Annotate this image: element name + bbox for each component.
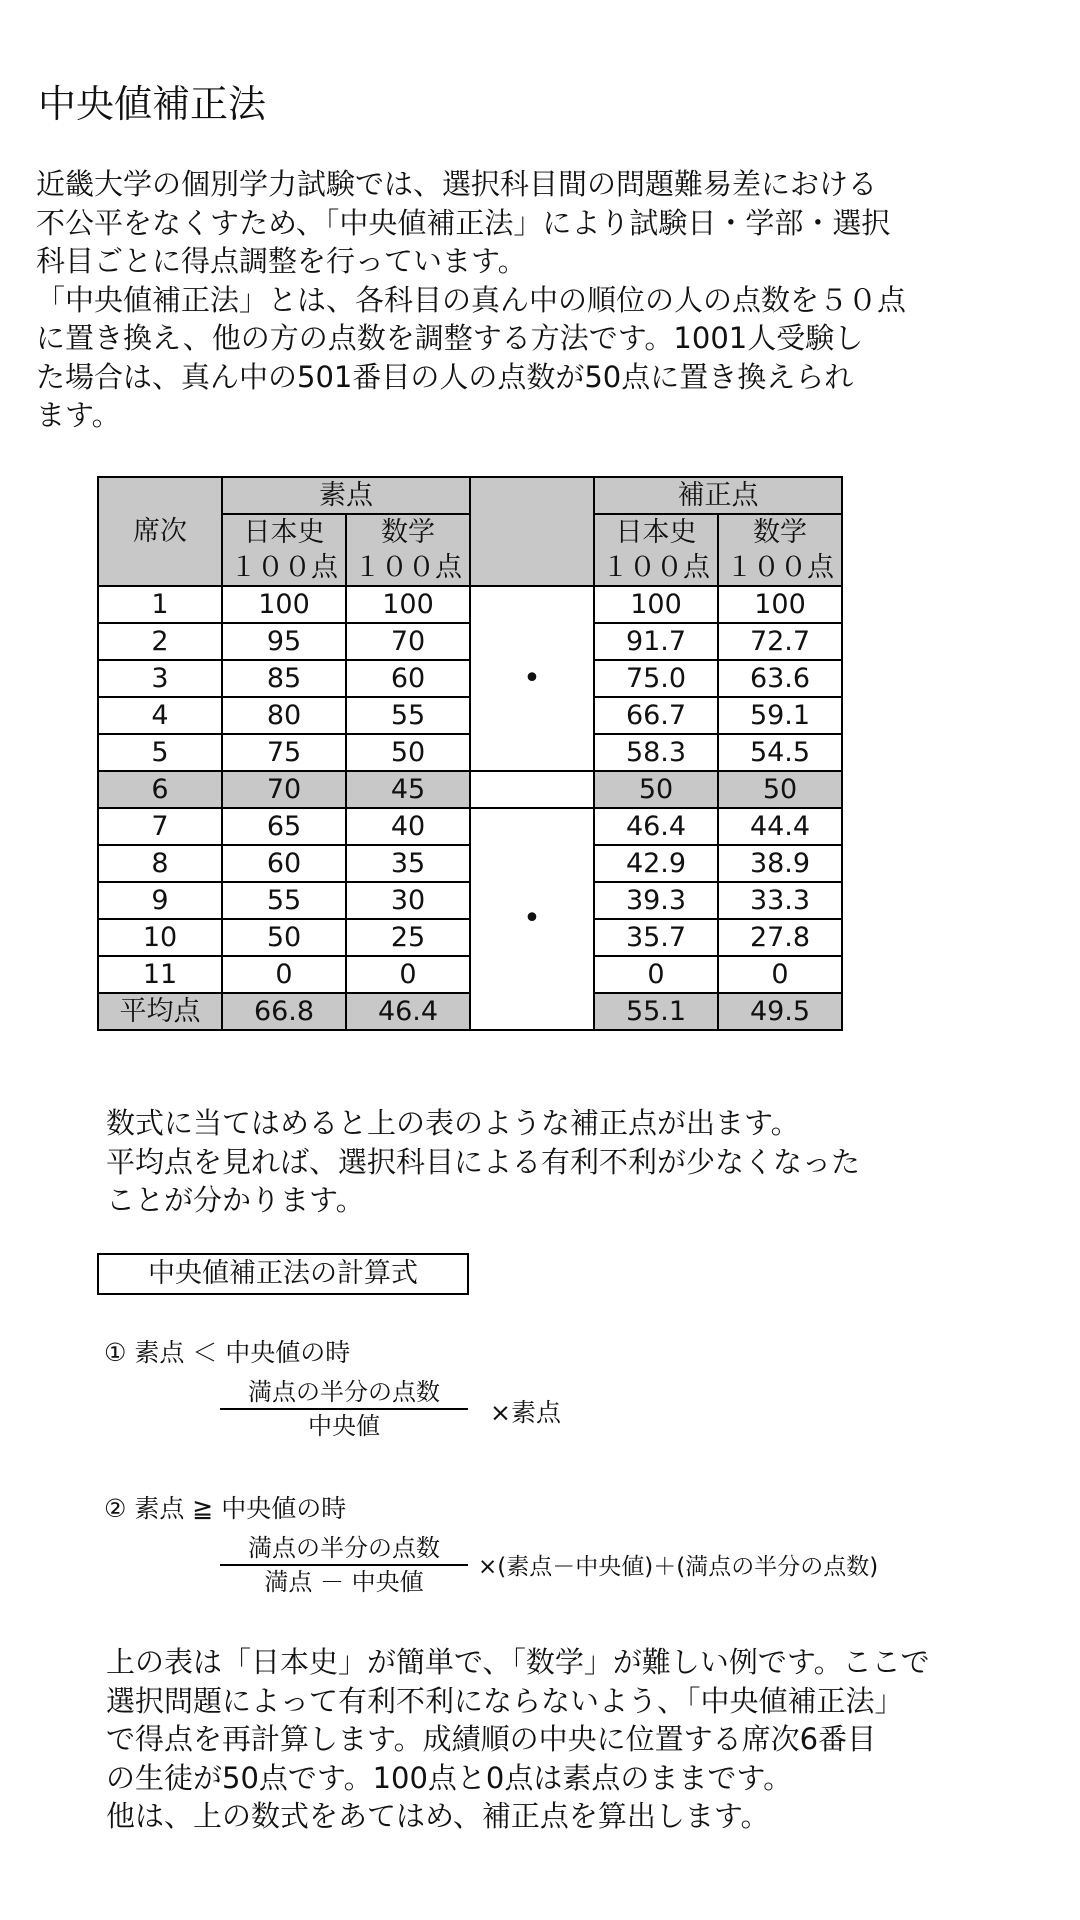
intro-line: 科目ごとに得点調整を行っています。 (36, 244, 527, 278)
rank-cell: 6 (98, 771, 222, 808)
adjusted-score-cell: 35.7 (594, 919, 718, 956)
formula-case2-multiplier: ×(素点－中央値)＋(満点の半分の点数) (478, 1554, 879, 1580)
dot-marker: • (523, 660, 541, 696)
rank-cell: 5 (98, 734, 222, 771)
subject-header-math: 数学 (718, 514, 842, 550)
adjusted-score-cell: 33.3 (718, 882, 842, 919)
adjusted-score-cell: 54.5 (718, 734, 842, 771)
raw-score-cell: 100 (222, 586, 346, 623)
score-table (97, 476, 843, 1031)
raw-score-cell: 95 (222, 623, 346, 660)
adjusted-score-cell: 91.7 (594, 623, 718, 660)
text-line: の生徒が50点です。100点と0点は素点のままです。 (106, 1760, 793, 1795)
separator-header (470, 477, 594, 586)
rank-cell: 11 (98, 956, 222, 993)
page-title: 中央値補正法 (38, 82, 267, 126)
average-raw-cell: 46.4 (346, 993, 470, 1030)
intro-line: 「中央値補正法」とは、各科目の真ん中の順位の人の点数を５０点 (36, 282, 907, 317)
average-adjusted-cell: 55.1 (594, 993, 718, 1030)
average-raw-cell: 66.8 (222, 993, 346, 1030)
dot-marker: • (523, 901, 541, 936)
rank-cell: 8 (98, 845, 222, 882)
raw-score-cell: 40 (346, 808, 470, 845)
formula-case1-condition: ① 素点 ＜ 中央値の時 (104, 1338, 351, 1367)
text-line: 他は、上の数式をあてはめ、補正点を算出します。 (106, 1799, 770, 1833)
average-adjusted-cell: 49.5 (718, 993, 842, 1030)
intro-paragraph (36, 165, 1036, 435)
raw-score-cell: 0 (346, 956, 470, 993)
raw-score-cell: 70 (346, 623, 470, 660)
text-line: 選択問題によって有利不利にならないよう、「中央値補正法」 (106, 1683, 904, 1718)
full-marks-label: １００点 (222, 550, 346, 586)
text-line: 平均点を見れば、選択科目による有利不利が少なくなった (106, 1144, 861, 1179)
raw-score-cell: 25 (346, 919, 470, 956)
rank-cell: 7 (98, 808, 222, 845)
table-header-row (98, 477, 842, 514)
raw-score-cell: 75 (222, 734, 346, 771)
raw-score-cell: 70 (222, 771, 346, 808)
adjusted-score-cell: 0 (594, 956, 718, 993)
adjusted-score-cell: 63.6 (718, 660, 842, 697)
rank-header: 席次 (98, 477, 222, 586)
raw-score-cell: 60 (346, 660, 470, 697)
adjusted-score-cell: 58.3 (594, 734, 718, 771)
formula-case2-condition: ② 素点 ≧ 中央値の時 (104, 1494, 347, 1523)
adjusted-score-cell: 72.7 (718, 623, 842, 660)
adjusted-score-cell: 27.8 (718, 919, 842, 956)
rank-cell: 2 (98, 623, 222, 660)
text-line: で得点を再計算します。成績順の中央に位置する席次6番目 (106, 1722, 877, 1756)
adjusted-score-cell: 44.4 (718, 808, 842, 845)
table-explanation (106, 1104, 860, 1220)
rank-cell: 3 (98, 660, 222, 697)
subject-header-math: 数学 (346, 514, 470, 550)
raw-score-cell: 50 (222, 919, 346, 956)
subject-header-japanese-history: 日本史 (222, 514, 346, 550)
adjusted-score-cell: 0 (718, 956, 842, 993)
intro-line: ます。 (36, 398, 121, 432)
text-line: 数式に当てはめると上の表のような補正点が出ます。 (106, 1106, 800, 1140)
formula-title-box: 中央値補正法の計算式 (97, 1253, 469, 1295)
full-marks-label: １００点 (718, 550, 842, 586)
adjusted-score-cell: 42.9 (594, 845, 718, 882)
formula-case1-fraction (220, 1376, 468, 1442)
raw-score-cell: 35 (346, 845, 470, 882)
rank-cell: 9 (98, 882, 222, 919)
fraction-denominator: 中央値 (308, 1412, 380, 1440)
raw-score-cell: 65 (222, 808, 346, 845)
formula-case2-fraction (220, 1532, 468, 1598)
rank-cell: 10 (98, 919, 222, 956)
raw-score-cell: 55 (346, 697, 470, 734)
raw-score-cell: 0 (222, 956, 346, 993)
adjusted-score-cell: 100 (718, 586, 842, 623)
intro-line: 不公平をなくすため、「中央値補正法」により試験日・学部・選択 (36, 205, 891, 240)
raw-score-cell: 55 (222, 882, 346, 919)
raw-score-cell: 60 (222, 845, 346, 882)
average-label: 平均点 (98, 993, 222, 1030)
table-row (98, 808, 842, 845)
separator-cell (470, 586, 594, 771)
adjusted-score-cell: 39.3 (594, 882, 718, 919)
text-line: 上の表は「日本史」が簡単で、「数学」が難しい例です。ここで (106, 1645, 930, 1679)
adjusted-score-cell: 46.4 (594, 808, 718, 845)
intro-line: た場合は、真ん中の501番目の人の点数が50点に置き換えられ (36, 359, 854, 394)
full-marks-label: １００点 (346, 550, 470, 586)
separator-cell (470, 771, 594, 808)
raw-score-cell: 85 (222, 660, 346, 697)
adjusted-score-cell: 38.9 (718, 845, 842, 882)
table-row-median (98, 771, 842, 808)
adjusted-score-cell: 50 (718, 771, 842, 808)
adjusted-score-header: 補正点 (594, 477, 842, 514)
raw-score-header: 素点 (222, 477, 470, 514)
adjusted-score-cell: 50 (594, 771, 718, 808)
formula-case1-multiplier: ×素点 (490, 1398, 561, 1427)
raw-score-cell: 50 (346, 734, 470, 771)
raw-score-cell: 45 (346, 771, 470, 808)
explanation-paragraph (106, 1643, 930, 1836)
adjusted-score-cell: 75.0 (594, 660, 718, 697)
fraction-numerator: 満点の半分の点数 (248, 1534, 440, 1562)
rank-cell: 1 (98, 586, 222, 623)
fraction-denominator: 満点 － 中央値 (264, 1568, 424, 1596)
adjusted-score-cell: 100 (594, 586, 718, 623)
full-marks-label: １００点 (594, 550, 718, 586)
adjusted-score-cell: 66.7 (594, 697, 718, 734)
subject-header-japanese-history: 日本史 (594, 514, 718, 550)
text-line: ことが分かります。 (106, 1183, 365, 1217)
fraction-numerator: 満点の半分の点数 (248, 1378, 440, 1406)
adjusted-score-cell: 59.1 (718, 697, 842, 734)
separator-cell (470, 808, 594, 1030)
raw-score-cell: 100 (346, 586, 470, 623)
raw-score-cell: 30 (346, 882, 470, 919)
rank-cell: 4 (98, 697, 222, 734)
table-row (98, 586, 842, 623)
intro-line: に置き換え、他の方の点数を調整する方法です。1001人受験し (36, 321, 864, 355)
raw-score-cell: 80 (222, 697, 346, 734)
intro-line: 近畿大学の個別学力試験では、選択科目間の問題難易差における (36, 167, 878, 201)
